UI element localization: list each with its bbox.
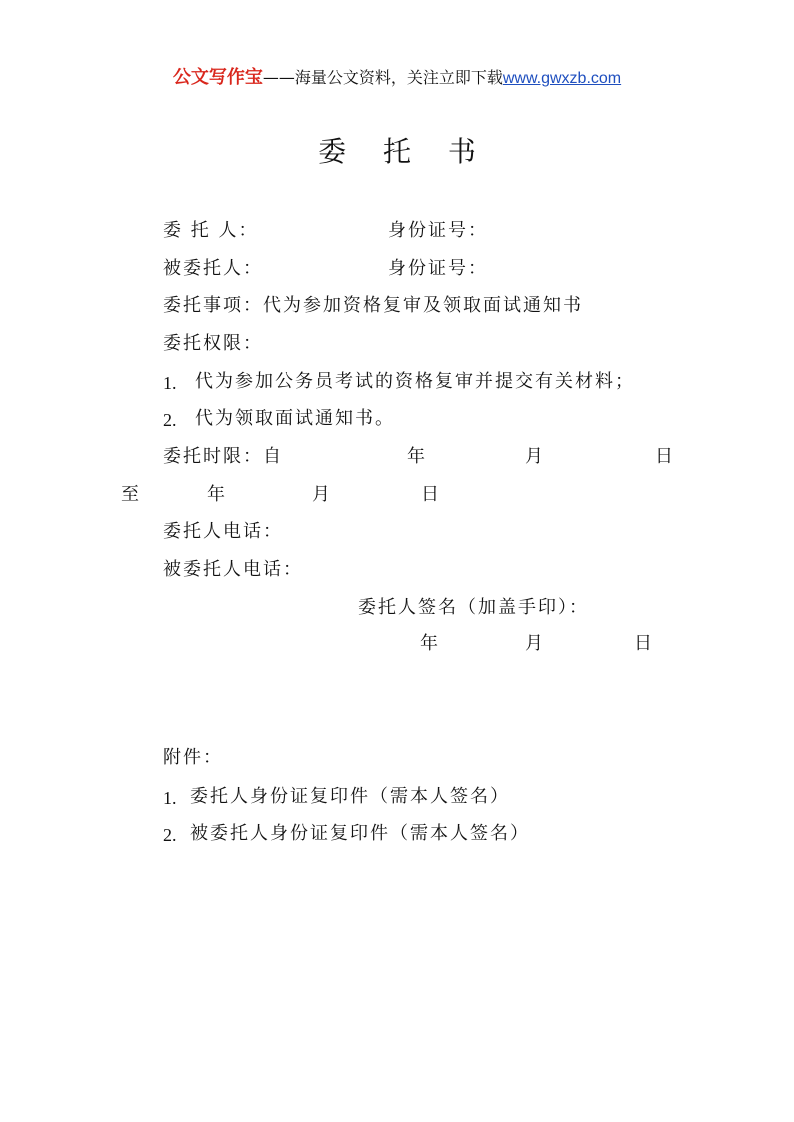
website-link[interactable]: www.gwxzb.com xyxy=(502,70,622,87)
signature-month: 月 xyxy=(525,633,545,654)
banner-dash: —— xyxy=(262,68,295,87)
signature-label: 委托人签名（加盖手印）： xyxy=(358,597,589,618)
period-end-month: 月 xyxy=(312,484,332,505)
attachment-2-number: 2. xyxy=(163,825,177,845)
agent-label: 被委托人： xyxy=(163,258,263,279)
attachments-label: 附件： xyxy=(163,747,223,768)
client-label: 委 托 人： xyxy=(163,220,259,241)
signature-day: 日 xyxy=(634,633,654,654)
document-title: 委 托 书 xyxy=(318,135,490,168)
header-banner xyxy=(0,66,794,91)
agent-phone-label: 被委托人电话： xyxy=(163,559,303,580)
attachment-2-text: 被委托人身份证复印件（需本人签名） xyxy=(190,823,530,844)
period-start-month: 月 xyxy=(525,446,545,467)
attachment-1-text: 委托人身份证复印件（需本人签名） xyxy=(190,786,510,807)
attachment-1-number: 1. xyxy=(163,788,177,808)
period-start-year: 年 xyxy=(407,446,427,467)
authority-label: 委托权限： xyxy=(163,333,263,354)
entrusted-matter: 委托事项：代为参加资格复审及领取面试通知书 xyxy=(163,295,583,316)
period-label: 委托时限：自 xyxy=(163,446,283,467)
authority-item-2-number: 2. xyxy=(163,410,177,430)
agent-id-label: 身份证号： xyxy=(388,258,488,279)
authority-item-1-number: 1. xyxy=(163,373,177,393)
client-phone-label: 委托人电话： xyxy=(163,521,283,542)
authority-item-1-text: 代为参加公务员考试的资格复审并提交有关材料； xyxy=(195,371,635,392)
client-id-label: 身份证号： xyxy=(388,220,488,241)
authority-item-2-text: 代为领取面试通知书。 xyxy=(195,408,395,429)
period-to: 至 xyxy=(121,484,141,505)
period-end-year: 年 xyxy=(207,484,227,505)
signature-year: 年 xyxy=(420,633,440,654)
period-start-day: 日 xyxy=(655,446,675,467)
brand-name: 公文写作宝 xyxy=(172,67,263,88)
banner-slogan: 海量公文资料，关注立即下载 xyxy=(294,68,503,87)
period-end-day: 日 xyxy=(421,484,441,505)
